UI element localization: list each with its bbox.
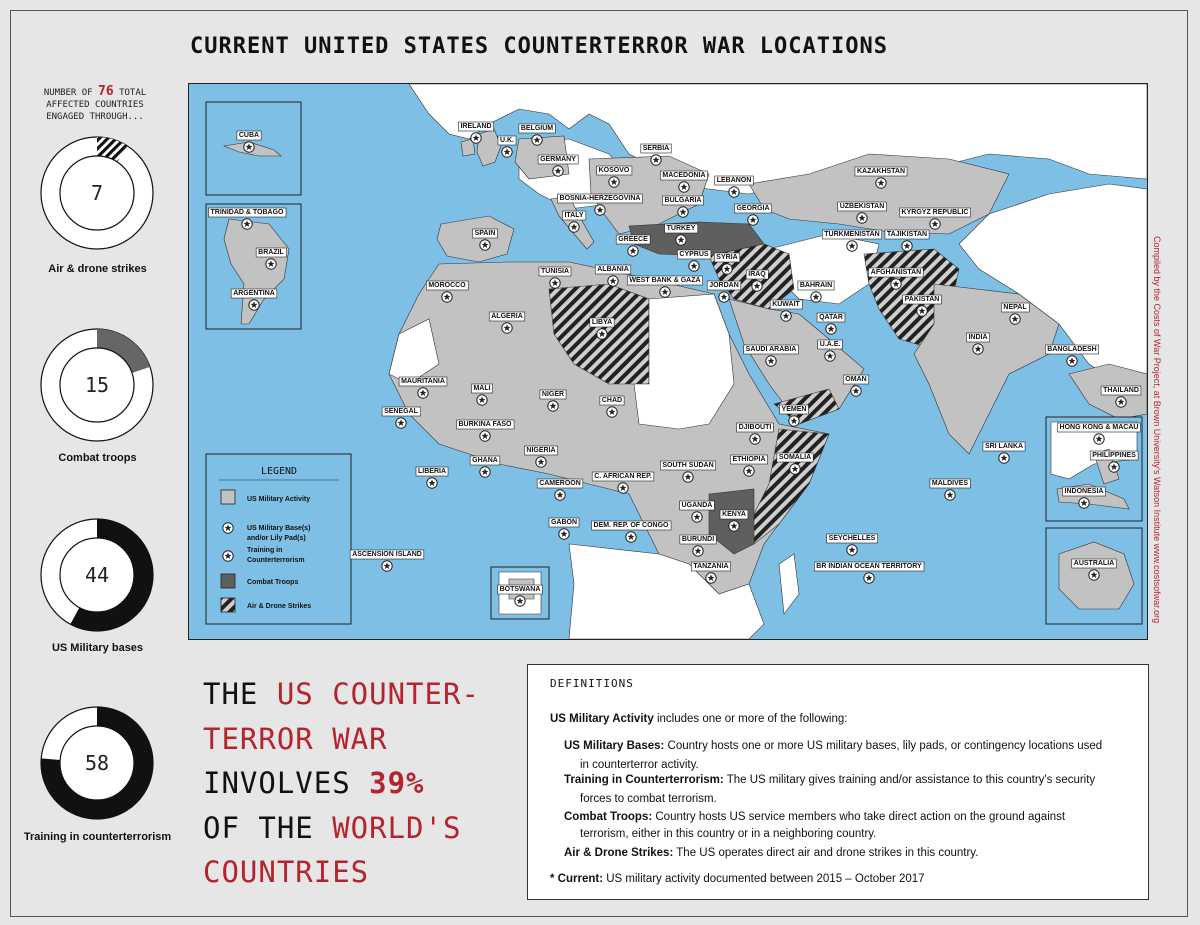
country-name-ireland: IRELAND bbox=[460, 123, 492, 130]
country-name-westbank: WEST BANK & GAZA bbox=[629, 277, 701, 284]
country-name-iraq: IRAQ bbox=[748, 271, 766, 278]
world-map bbox=[188, 83, 1148, 640]
base-marker-icon-tanzania bbox=[706, 573, 716, 583]
base-marker-icon-burkina bbox=[480, 431, 490, 441]
stats-header bbox=[30, 86, 160, 123]
base-marker-icon-argentina bbox=[249, 300, 259, 310]
country-name-maldives: MALDIVES bbox=[931, 480, 969, 487]
base-marker-icon-kazakhstan bbox=[876, 178, 886, 188]
base-marker-icon-serbia bbox=[651, 155, 661, 165]
base-marker-icon-seychelles bbox=[847, 545, 857, 555]
country-name-syria: SYRIA bbox=[716, 254, 738, 261]
base-marker-icon-hongkong bbox=[1094, 434, 1104, 444]
base-marker-icon-uzbekistan bbox=[857, 213, 867, 223]
base-marker-icon-biot bbox=[864, 573, 874, 583]
base-marker-icon-turkey bbox=[676, 235, 686, 245]
country-name-georgia: GEORGIA bbox=[736, 205, 770, 212]
base-marker-icon-bahrain bbox=[811, 292, 821, 302]
country-name-qatar: QATAR bbox=[819, 314, 843, 321]
base-marker-icon-ethiopia bbox=[744, 466, 754, 476]
country-name-srilanka: SRI LANKA bbox=[984, 443, 1024, 450]
def-strikes-term: Air & Drone Strikes: bbox=[564, 847, 674, 859]
base-marker-icon-mauritania bbox=[418, 388, 428, 398]
legend-label-training-2: Counterterrorism bbox=[247, 557, 305, 564]
base-marker-icon-tunisia bbox=[550, 278, 560, 288]
country-name-kuwait: KUWAIT bbox=[772, 301, 800, 308]
base-marker-icon-thailand bbox=[1116, 397, 1126, 407]
def-strikes bbox=[564, 847, 978, 859]
headline-l2: TERROR WAR bbox=[203, 721, 388, 756]
base-marker-icon-italy bbox=[569, 222, 579, 232]
country-name-uk: U.K. bbox=[500, 137, 514, 144]
country-name-serbia: SERBIA bbox=[642, 145, 670, 152]
base-marker-icon-kenya bbox=[729, 521, 739, 531]
stats-header-post: TOTAL AFFECTED COUNTRIES ENGAGED THROUGH... bbox=[46, 88, 147, 122]
donut-value-military-bases: 44 bbox=[84, 563, 110, 587]
headline-l1b: US COUNTER- bbox=[276, 677, 480, 711]
base-marker-icon-kyrgyz bbox=[930, 219, 940, 229]
def-current-text: US military activity documented between 2015 – October 2017 bbox=[603, 873, 925, 885]
base-marker-icon-ghana bbox=[480, 467, 490, 477]
base-marker-icon-bulgaria bbox=[678, 207, 688, 217]
base-marker-icon-pakistan bbox=[917, 306, 927, 316]
base-marker-icon-drc bbox=[626, 532, 636, 542]
donut-label-combat-troops: Combat troops bbox=[58, 452, 137, 464]
country-name-ethiopia: ETHIOPIA bbox=[732, 456, 766, 463]
country-name-thailand: THAILAND bbox=[1103, 387, 1139, 394]
country-name-niger: NIGER bbox=[541, 391, 565, 398]
country-name-mali: MALI bbox=[473, 385, 491, 392]
base-marker-icon-spain bbox=[480, 240, 490, 250]
base-marker-icon-maldives bbox=[945, 490, 955, 500]
country-name-morocco: MOROCCO bbox=[428, 282, 466, 289]
base-marker-icon-india bbox=[973, 344, 983, 354]
country-name-indonesia: INDONESIA bbox=[1064, 488, 1104, 495]
country-name-cameroon: CAMEROON bbox=[539, 480, 581, 487]
base-marker-icon-uganda bbox=[692, 512, 702, 522]
country-name-seychelles: SEYCHELLES bbox=[828, 535, 876, 542]
legend-label-activity: US Military Activity bbox=[247, 496, 311, 503]
country-name-turkey: TURKEY bbox=[666, 225, 696, 232]
base-marker-icon-germany bbox=[553, 166, 563, 176]
country-name-algeria: ALGERIA bbox=[491, 313, 523, 320]
base-marker-icon-niger bbox=[548, 401, 558, 411]
def-bases-text: Country hosts one or more US military bases, lily pads, or contingency locations used bbox=[664, 740, 1103, 752]
base-marker-icon-saudi bbox=[766, 356, 776, 366]
country-name-oman: OMAN bbox=[845, 376, 867, 383]
country-name-trinidad: TRINIDAD & TOBAGO bbox=[210, 209, 284, 216]
base-marker-icon-syria bbox=[722, 264, 732, 274]
country-name-albania: ALBANIA bbox=[597, 266, 629, 273]
country-name-botswana: BOTSWANA bbox=[499, 586, 541, 593]
base-marker-icon-libya bbox=[597, 329, 607, 339]
country-name-ascension: ASCENSION ISLAND bbox=[352, 551, 422, 558]
def-combat-2: terrorism, either in this country or in a neighboring country. bbox=[580, 828, 877, 840]
country-name-kyrgyz: KYRGYZ REPUBLIC bbox=[901, 209, 969, 216]
country-name-philippines: PHILIPPINES bbox=[1092, 452, 1136, 459]
def-strikes-text: The US operates direct air and drone strikes in this country. bbox=[673, 847, 979, 859]
country-name-afghanistan: AFGHANISTAN bbox=[870, 269, 922, 276]
donut-value-combat-troops: 15 bbox=[84, 373, 110, 397]
base-marker-icon-macedonia bbox=[679, 182, 689, 192]
def-current-term: * Current: bbox=[550, 873, 604, 885]
base-marker-icon-uae bbox=[825, 351, 835, 361]
country-name-brazil: BRAZIL bbox=[258, 249, 284, 256]
country-name-tajikistan: TAJIKISTAN bbox=[886, 231, 928, 238]
headline-l4b: WORLD'S bbox=[332, 810, 462, 845]
country-name-kazakhstan: KAZAKHSTAN bbox=[856, 168, 906, 175]
base-marker-icon-albania bbox=[608, 276, 618, 286]
base-marker-icon-srilanka bbox=[999, 453, 1009, 463]
donut-label-air-strikes: Air & drone strikes bbox=[48, 263, 147, 275]
base-marker-icon-brazil bbox=[266, 259, 276, 269]
base-marker-icon-jordan bbox=[719, 292, 729, 302]
legend-label-training-1: Training in bbox=[247, 547, 283, 554]
base-marker-icon-morocco bbox=[442, 292, 452, 302]
country-name-australia: AUSTRALIA bbox=[1073, 560, 1115, 567]
headline-l5: COUNTRIES bbox=[203, 855, 370, 889]
def-bases-term: US Military Bases: bbox=[564, 740, 665, 752]
base-marker-icon-bosnia bbox=[595, 205, 605, 215]
country-name-drc: DEM. REP. OF CONGO bbox=[593, 522, 669, 529]
country-name-greece: GREECE bbox=[618, 236, 648, 243]
base-marker-icon-cuba bbox=[244, 142, 254, 152]
base-marker-icon-ascension bbox=[382, 561, 392, 571]
def-training-text: The US military gives training and/or assistance to this country's security bbox=[723, 774, 1096, 786]
legend-label-strikes: Air & Drone Strikes bbox=[247, 603, 312, 610]
country-name-cuba: CUBA bbox=[238, 132, 260, 139]
country-name-liberia: LIBERIA bbox=[418, 468, 446, 475]
legend-training-icon bbox=[223, 551, 233, 561]
country-name-saudi: SAUDI ARABIA bbox=[745, 346, 797, 353]
legend-label-combat: Combat Troops bbox=[247, 579, 299, 586]
credit-line: Compiled by the Costs of War Project, at Brown University's Watson Institute www.costsofwar.org bbox=[1152, 236, 1162, 624]
base-marker-icon-yemen bbox=[789, 416, 799, 426]
def-combat bbox=[564, 811, 1134, 823]
base-marker-icon-senegal bbox=[396, 418, 406, 428]
country-name-burkina: BURKINA FASO bbox=[458, 421, 512, 428]
legend bbox=[206, 454, 351, 624]
page-title: CURRENT UNITED STATES COUNTERTERROR WAR LOCATIONS bbox=[190, 34, 889, 59]
country-name-somalia: SOMALIA bbox=[778, 454, 812, 461]
stats-header-total: 76 bbox=[98, 84, 114, 99]
base-marker-icon-afghanistan bbox=[891, 279, 901, 289]
base-marker-icon-cyprus bbox=[689, 261, 699, 271]
country-name-nigeria: NIGERIA bbox=[526, 447, 556, 454]
country-name-bahrain: BAHRAIN bbox=[799, 282, 833, 289]
base-marker-icon-burundi bbox=[693, 546, 703, 556]
country-name-italy: ITALY bbox=[564, 212, 584, 219]
headline-l3a: INVOLVES bbox=[203, 766, 370, 800]
headline-l3b: 39% bbox=[369, 766, 425, 800]
country-name-cyprus: CYPRUS bbox=[679, 251, 709, 258]
base-marker-icon-kuwait bbox=[781, 311, 791, 321]
def-intro bbox=[550, 713, 847, 725]
legend-title: LEGEND bbox=[260, 466, 298, 477]
base-marker-icon-southsudan bbox=[683, 472, 693, 482]
country-name-ghana: GHANA bbox=[472, 457, 498, 464]
base-marker-icon-kosovo bbox=[609, 177, 619, 187]
def-combat-term: Combat Troops: bbox=[564, 811, 653, 823]
land-spain bbox=[437, 216, 514, 262]
country-name-jordan: JORDAN bbox=[709, 282, 739, 289]
def-combat-text: Country hosts US service members who take direct action on the ground against bbox=[652, 811, 1066, 823]
base-marker-icon-nigeria bbox=[536, 457, 546, 467]
base-marker-icon-tajikistan bbox=[902, 241, 912, 251]
country-name-bosnia: BOSNIA-HERZEGOVINA bbox=[559, 195, 641, 202]
country-name-bangladesh: BANGLADESH bbox=[1047, 346, 1097, 353]
base-marker-icon-chad bbox=[607, 407, 617, 417]
def-bases bbox=[564, 740, 1134, 752]
base-marker-icon-georgia bbox=[748, 215, 758, 225]
legend-swatch-strikes bbox=[221, 598, 235, 612]
country-name-tunisia: TUNISIA bbox=[541, 268, 569, 275]
country-name-djibouti: DJIBOUTI bbox=[738, 424, 772, 431]
def-intro-text: includes one or more of the following: bbox=[653, 713, 848, 725]
country-name-macedonia: MACEDONIA bbox=[662, 172, 706, 179]
country-name-nepal: NEPAL bbox=[1003, 304, 1027, 311]
donut-label-military-bases: US Military bases bbox=[51, 642, 144, 654]
base-marker-icon-somalia bbox=[790, 464, 800, 474]
def-intro-term: US Military Activity bbox=[550, 713, 654, 725]
stats-header-pre: NUMBER OF bbox=[43, 88, 93, 98]
donut-value-air-strikes: 7 bbox=[90, 181, 104, 205]
headline bbox=[203, 672, 480, 895]
legend-label-base-1: US Military Base(s) bbox=[247, 525, 311, 532]
legend-swatch-activity bbox=[221, 490, 235, 504]
legend-base-icon bbox=[223, 523, 233, 533]
base-marker-icon-indonesia bbox=[1079, 498, 1089, 508]
country-name-kosovo: KOSOVO bbox=[598, 167, 630, 174]
base-marker-icon-uk bbox=[502, 147, 512, 157]
country-name-germany: GERMANY bbox=[540, 156, 576, 163]
country-name-biot: BR INDIAN OCEAN TERRITORY bbox=[816, 563, 922, 570]
base-marker-icon-philippines bbox=[1109, 462, 1119, 472]
base-marker-icon-algeria bbox=[502, 323, 512, 333]
country-name-gabon: GABON bbox=[550, 519, 578, 526]
base-marker-icon-mali bbox=[477, 395, 487, 405]
base-marker-icon-botswana bbox=[515, 596, 525, 606]
country-name-tanzania: TANZANIA bbox=[693, 563, 729, 570]
country-name-southsudan: SOUTH SUDAN bbox=[662, 462, 714, 469]
base-marker-icon-djibouti bbox=[750, 434, 760, 444]
legend-swatch-combat bbox=[221, 574, 235, 588]
def-current bbox=[550, 873, 925, 885]
base-marker-icon-gabon bbox=[559, 529, 569, 539]
country-name-senegal: SENEGAL bbox=[384, 408, 418, 415]
definitions-heading: DEFINITIONS bbox=[550, 677, 634, 690]
country-name-bulgaria: BULGARIA bbox=[664, 197, 702, 204]
headline-l1a: THE bbox=[203, 677, 277, 711]
headline-l4a: OF THE bbox=[203, 810, 333, 845]
def-bases-2: in counterterror activity. bbox=[580, 759, 699, 771]
base-marker-icon-greece bbox=[628, 246, 638, 256]
donut-label-training: Training in counterterrorism bbox=[23, 831, 172, 843]
country-name-india: INDIA bbox=[968, 334, 988, 341]
country-name-libya: LIBYA bbox=[591, 319, 613, 326]
country-name-uganda: UGANDA bbox=[681, 502, 713, 509]
country-name-burundi: BURUNDI bbox=[681, 536, 715, 543]
base-marker-icon-iraq bbox=[752, 281, 762, 291]
base-marker-icon-turkmenistan bbox=[847, 241, 857, 251]
country-name-belgium: BELGIUM bbox=[520, 125, 554, 132]
donut-value-training: 58 bbox=[84, 751, 110, 775]
def-training-term: Training in Counterterrorism: bbox=[564, 774, 724, 786]
base-marker-icon-australia bbox=[1089, 570, 1099, 580]
base-marker-icon-liberia bbox=[427, 478, 437, 488]
country-name-lebanon: LEBANON bbox=[716, 177, 752, 184]
country-name-hongkong: HONG KONG & MACAU bbox=[1059, 424, 1139, 431]
base-marker-icon-belgium bbox=[532, 135, 542, 145]
base-marker-icon-ireland bbox=[471, 133, 481, 143]
base-marker-icon-oman bbox=[851, 386, 861, 396]
definitions-box bbox=[527, 664, 1149, 900]
country-name-uzbekistan: UZBEKISTAN bbox=[839, 203, 885, 210]
legend-label-base-2: and/or Lily Pad(s) bbox=[247, 535, 306, 542]
base-marker-icon-bangladesh bbox=[1067, 356, 1077, 366]
base-marker-icon-nepal bbox=[1010, 314, 1020, 324]
country-name-uae: U.A.E. bbox=[819, 341, 841, 348]
country-name-mauritania: MAURITANIA bbox=[401, 378, 445, 385]
country-name-kenya: KENYA bbox=[722, 511, 746, 518]
base-marker-icon-qatar bbox=[826, 324, 836, 334]
base-marker-icon-trinidad bbox=[242, 219, 252, 229]
country-name-yemen: YEMEN bbox=[781, 406, 807, 413]
base-marker-icon-westbank bbox=[660, 287, 670, 297]
def-training-2: forces to combat terrorism. bbox=[580, 793, 717, 805]
base-marker-icon-cameroon bbox=[555, 490, 565, 500]
country-name-turkmenistan: TURKMENISTAN bbox=[824, 231, 880, 238]
base-marker-icon-car bbox=[618, 483, 628, 493]
country-name-argentina: ARGENTINA bbox=[233, 290, 275, 297]
base-marker-icon-lebanon bbox=[729, 187, 739, 197]
country-name-pakistan: PAKISTAN bbox=[904, 296, 940, 303]
country-name-chad: CHAD bbox=[601, 397, 623, 404]
country-name-car: C. AFRICAN REP. bbox=[594, 473, 652, 480]
country-name-spain: SPAIN bbox=[474, 230, 496, 237]
def-training bbox=[564, 774, 1134, 786]
